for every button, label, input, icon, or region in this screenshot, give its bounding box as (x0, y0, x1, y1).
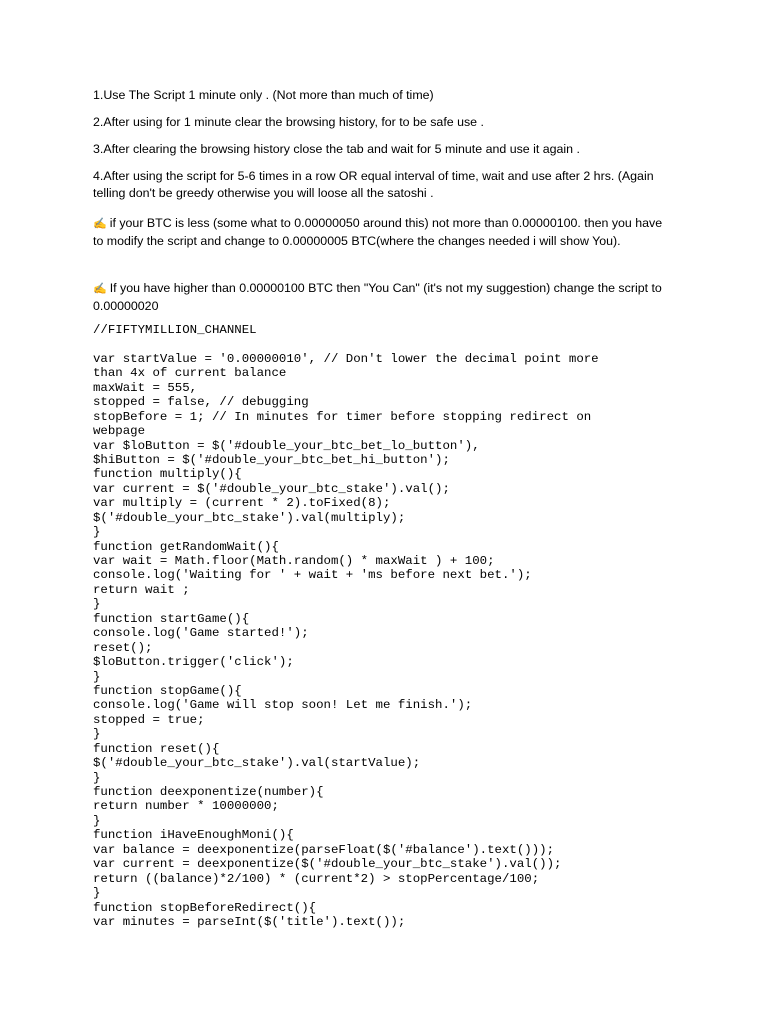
code-line: var balance = deexponentize(parseFloat($('#balance').text())); (93, 842, 555, 857)
instruction-step-3: 3.After clearing the browsing history close the tab and wait for 5 minute and use it again . (93, 142, 580, 156)
code-line: } (93, 727, 101, 742)
pencil-icon: ✍ (93, 218, 107, 230)
code-line: reset(); (93, 640, 153, 655)
code-line: } (93, 886, 101, 901)
code-line: var wait = Math.floor(Math.random() * maxWait ) + 100; (93, 554, 495, 568)
code-line: function deexponentize(number){ (93, 785, 324, 799)
code-line: } (93, 770, 101, 785)
code-line: return wait ; (93, 582, 190, 597)
note-high-balance (93, 280, 683, 315)
code-line: } (93, 525, 101, 540)
code-line: maxWait = 555, (93, 380, 198, 395)
code-line: } (93, 669, 101, 684)
code-line: var current = $('#double_your_btc_stake').val(); (93, 481, 450, 496)
code-line: console.log('Game will stop soon! Let me finish.'); (93, 698, 473, 713)
code-line: var current = deexponentize($('#double_your_btc_stake').val()); (93, 857, 562, 872)
code-line: stopBefore = 1; // In minutes for timer before stopping redirect on (93, 409, 592, 424)
code-line: var multiply = (current * 2).toFixed(8); (93, 496, 391, 511)
code-line: function getRandomWait(){ (93, 539, 279, 554)
code-line: $('#double_your_btc_stake').val(multiply); (93, 510, 406, 525)
instruction-step-2: 2.After using for 1 minute clear the browsing history, for to be safe use . (93, 115, 484, 129)
note-low-balance (93, 215, 673, 250)
instruction-step-4: 4.After using the script for 5-6 times in a row OR equal interval of time, wait and use after 2 hrs. (Again telling don't be greedy otherwise you will loose all the satoshi . (93, 169, 654, 200)
code-line: function stopBeforeRedirect(){ (93, 900, 317, 915)
code-line: function startGame(){ (93, 611, 250, 626)
code-line: var startValue = '0.00000010', // Don't lower the decimal point more (93, 351, 599, 366)
code-line: var minutes = parseInt($('title').text()); (93, 914, 406, 929)
code-line: $hiButton = $('#double_your_btc_bet_hi_button'); (93, 452, 450, 467)
code-line: } (93, 597, 101, 612)
code-line: var $loButton = $('#double_your_btc_bet_lo_button'), (93, 438, 480, 453)
code-line: function stopGame(){ (93, 683, 242, 698)
script-code-block (93, 323, 683, 929)
code-line: //FIFTYMILLION_CHANNEL (93, 323, 257, 337)
note-high-balance-text: If you have higher than 0.00000100 BTC then "You Can" (it's not my suggestion) change the script to 0.00000020 (93, 281, 662, 313)
code-line: function iHaveEnoughMoni(){ (93, 828, 294, 843)
note-low-balance-text: if your BTC is less (some what to 0.00000050 around this) not more than 0.00000100. then you have to modify the script and change to 0.00000005 BTC(where the changes needed i will show You). (93, 216, 663, 248)
code-line: $loButton.trigger('click'); (93, 655, 294, 670)
code-line: console.log('Waiting for ' + wait + 'ms before next bet.'); (93, 568, 532, 583)
code-line: stopped = true; (93, 712, 205, 727)
code-line: webpage (93, 424, 146, 439)
code-line: $('#double_your_btc_stake').val(startValue); (93, 756, 421, 771)
pencil-icon: ✍ (93, 283, 107, 295)
code-line: } (93, 813, 101, 828)
instruction-step-1: 1.Use The Script 1 minute only . (Not more than much of time) (93, 88, 434, 102)
code-line: console.log('Game started!'); (93, 626, 309, 641)
code-line: than 4x of current balance (93, 366, 287, 381)
code-line: return ((balance)*2/100) * (current*2) > stopPercentage/100; (93, 871, 540, 886)
code-line: stopped = false, // debugging (93, 395, 309, 410)
code-line: return number * 10000000; (93, 799, 279, 814)
code-line (93, 337, 683, 351)
code-line: function multiply(){ (93, 467, 242, 482)
code-line: function reset(){ (93, 741, 220, 756)
